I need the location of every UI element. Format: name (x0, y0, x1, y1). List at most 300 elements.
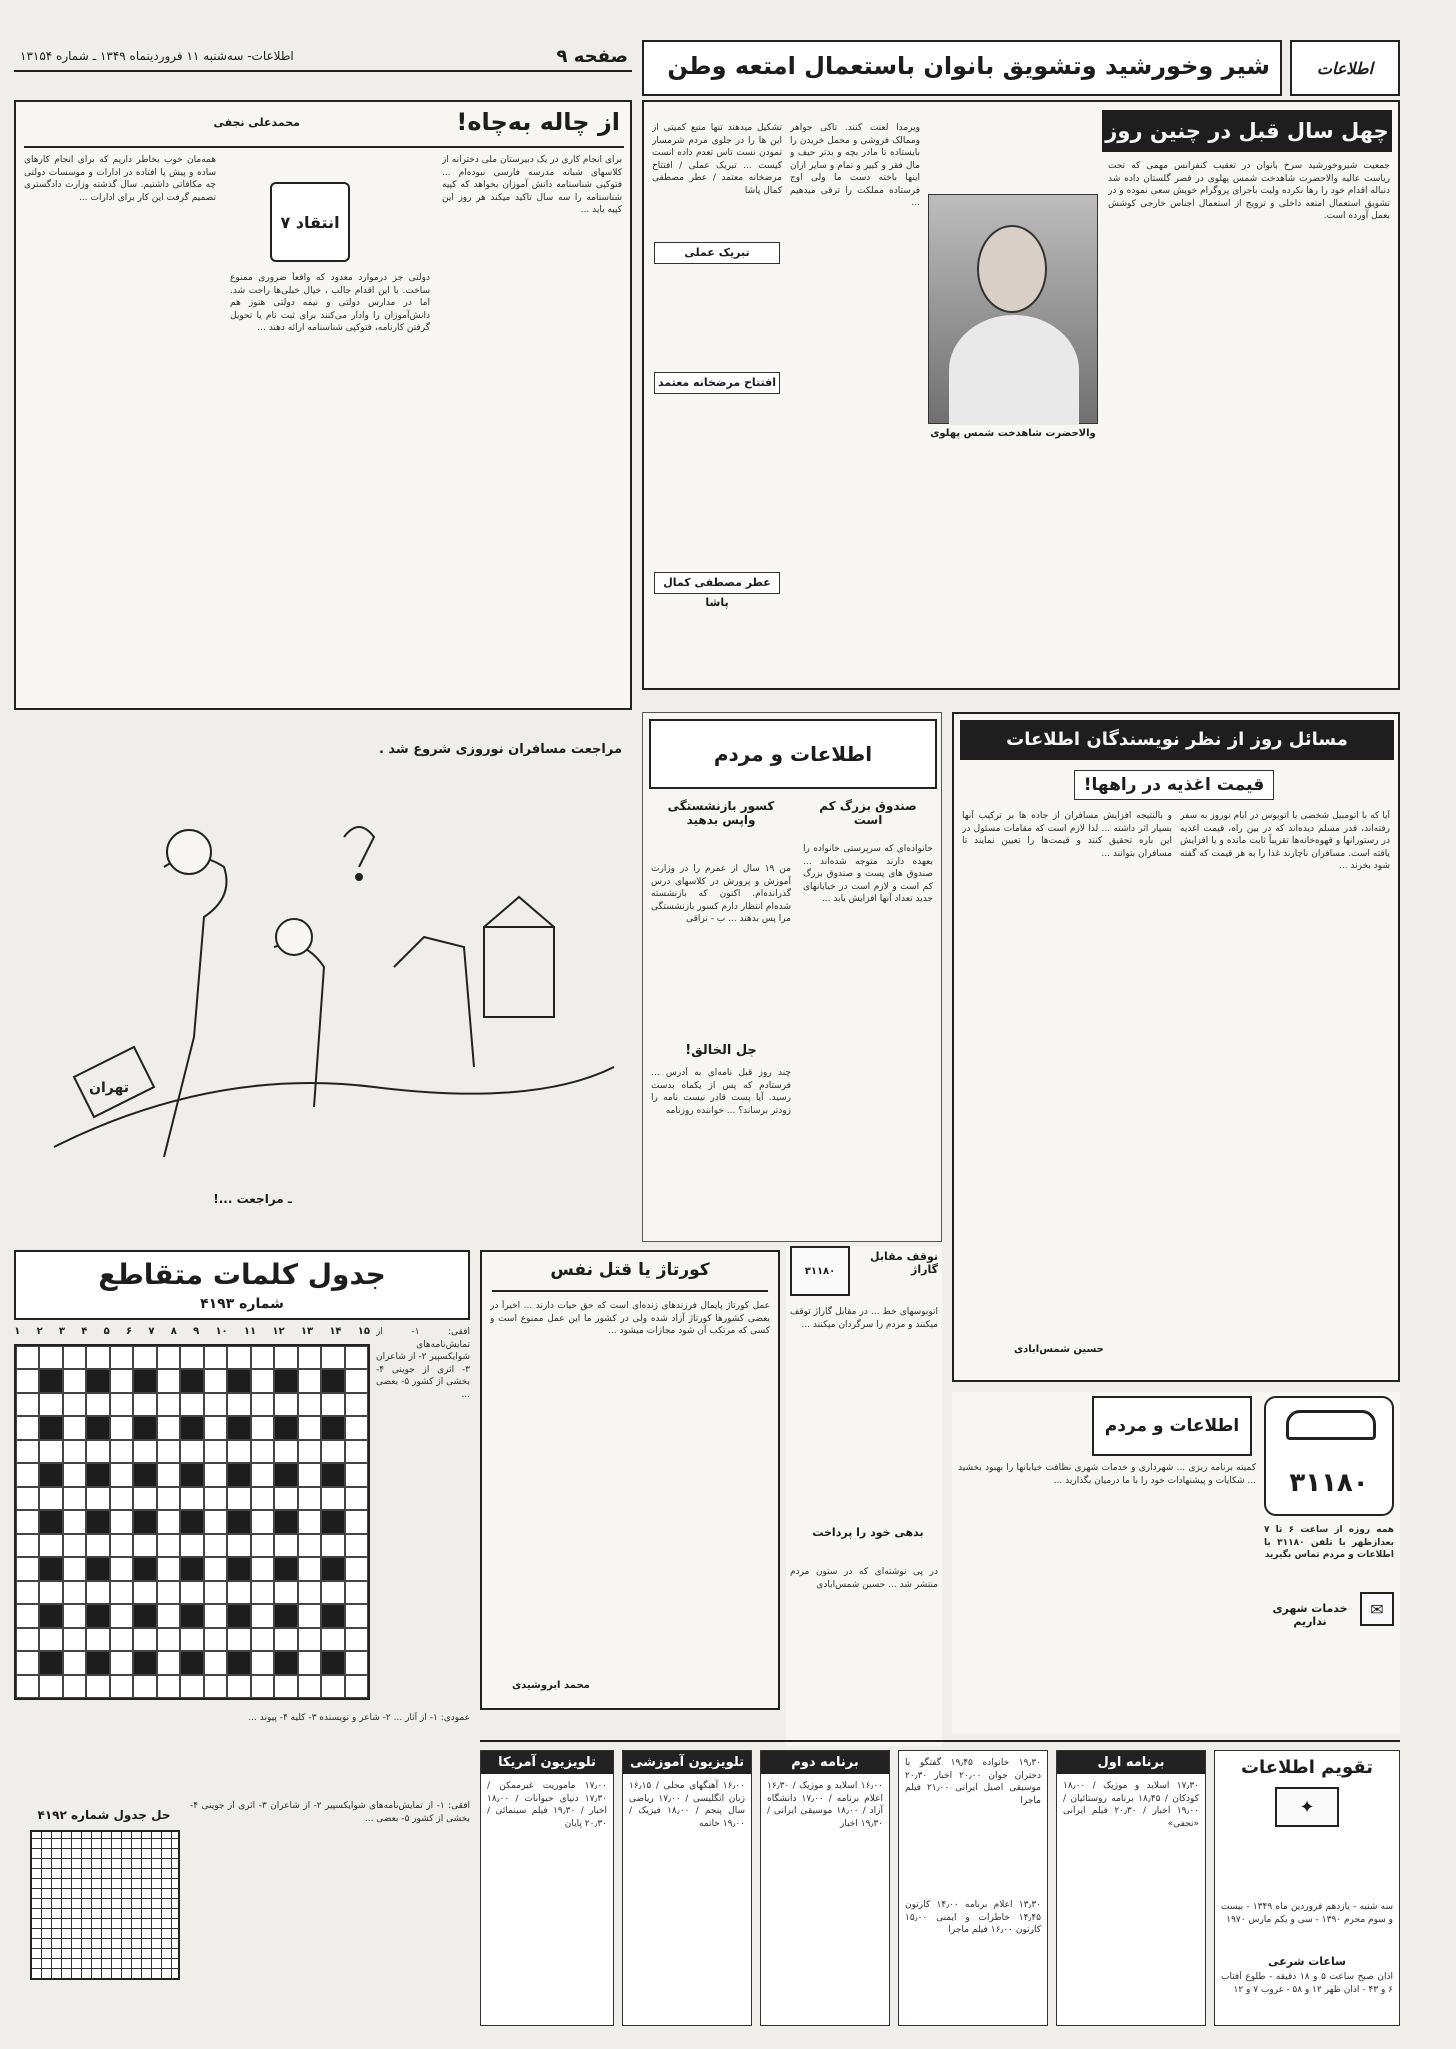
crossword-cell[interactable] (274, 1440, 297, 1463)
crossword-cell[interactable] (86, 1416, 109, 1439)
az-chale-col1: برای انجام کاری در یک دبیرستان ملی دخترانه از کلاسهای شبانه مدرسه فارسی نبوده‌ام ... فتوکپی شناسنامه دانش آموزان بخواهد که کپیه شناسنامه را سه سال تاکید میکند هر روز این کپیه باید ... (442, 155, 622, 215)
crossword-cell[interactable] (16, 1510, 39, 1533)
crossword-cell[interactable] (204, 1369, 227, 1392)
crossword-cell[interactable] (157, 1393, 180, 1416)
crossword-cell[interactable] (321, 1581, 344, 1604)
crossword-cell[interactable] (110, 1487, 133, 1510)
crossword-cell[interactable] (227, 1628, 250, 1651)
crossword-cell[interactable] (16, 1487, 39, 1510)
crossword-cell[interactable] (298, 1628, 321, 1651)
crossword-cell[interactable] (157, 1557, 180, 1580)
crossword-col-number: ۲ (36, 1326, 43, 1337)
crossword-cell[interactable] (345, 1393, 368, 1416)
crossword-cell[interactable] (16, 1346, 39, 1369)
taqvim-date: سه شنبه - یازدهم فروردین ماه ۱۳۴۹ - بیست و سوم محرم ۱۳۹۰ - سی و یکم مارس ۱۹۷۰ (1221, 1902, 1393, 1925)
crossword-cell[interactable] (180, 1463, 203, 1486)
mardom-lower (786, 1246, 942, 1746)
crossword-cell[interactable] (16, 1369, 39, 1392)
crossword-cell[interactable] (274, 1463, 297, 1486)
crossword-col-number: ۱۰ (215, 1326, 228, 1337)
crossword-cell[interactable] (251, 1440, 274, 1463)
crossword-cell[interactable] (16, 1651, 39, 1674)
crossword-cell[interactable] (133, 1557, 156, 1580)
crossword-cell[interactable] (204, 1557, 227, 1580)
crossword-cell[interactable] (110, 1675, 133, 1698)
crossword-cell[interactable] (39, 1440, 62, 1463)
lead-body-mid: ویرمدا لعنت کنند. تاکی جواهر وممالک فروشی و محمل خریدن را بایستاده تا مادر بچه و بدتر حیف و مال فقر و کبیر و تمام و سایر ازان اینها باخته دست ما ولی اوج فرستاده مملکت را ترقی میدهیم ... (790, 123, 920, 208)
crossword-cell[interactable] (63, 1604, 86, 1627)
portrait-face (977, 225, 1047, 313)
entegad-badge: انتقاد ۷ (270, 182, 350, 262)
crossword-cell[interactable] (298, 1393, 321, 1416)
crossword-cell[interactable] (86, 1534, 109, 1557)
crossword-cell[interactable] (274, 1604, 297, 1627)
crossword-cell[interactable] (110, 1510, 133, 1533)
kortaz-rule (492, 1290, 768, 1292)
crossword-cell[interactable] (86, 1346, 109, 1369)
crossword-cell[interactable] (251, 1393, 274, 1416)
crossword-cell[interactable] (63, 1534, 86, 1557)
crossword-cell[interactable] (298, 1581, 321, 1604)
crossword-cell[interactable] (180, 1440, 203, 1463)
s1-body: خانواده‌ای که سرپرستی خانواده را بعهده دارند متوجه شده‌اند ... صندوق های پست و صندوق بزرگ کم است و لازم است در خیابانهای جدید تعداد آنها افزایش یابد ... (803, 844, 933, 904)
crossword-col-number: ۵ (103, 1326, 110, 1337)
program-1-title: برنامه اول (1057, 1751, 1205, 1774)
crossword-cell[interactable] (110, 1534, 133, 1557)
crossword-cell[interactable] (133, 1393, 156, 1416)
crossword-cell[interactable] (227, 1369, 250, 1392)
crossword-cell[interactable] (133, 1651, 156, 1674)
crossword-cell[interactable] (298, 1557, 321, 1580)
crossword-cell[interactable] (133, 1628, 156, 1651)
kortaz-title: کورتاژ یا قتل نفس (550, 1260, 710, 1280)
s2-body: من ۱۹ سال از عمرم را در وزارت آموزش و پرورش در کلاسهای درس گذرانده‌ام. اکنون که بازنشسته شده‌ام انتظار دارم کسور بازنشستگی مرا پس بدهند ... ب - نراقی (651, 864, 791, 924)
crossword-cell[interactable] (63, 1369, 86, 1392)
crossword-cell[interactable] (227, 1487, 250, 1510)
lead-body-left: تشکیل میدهند تنها منبع کمیتی از این ها را در جلوی مردم شرمسار تمودن نست تاس تعدم داده انست کیست ... تبریک عملی / افتتاح مرضخانه معتمد / عطر مصطفی کمال پاشا (652, 123, 782, 196)
crossword-cell[interactable] (63, 1463, 86, 1486)
crossword-cell[interactable] (227, 1416, 250, 1439)
crossword-cell[interactable] (133, 1534, 156, 1557)
mardom2-phone-note: همه روزه از ساعت ۶ تا ۷ بعدازظهر با تلفن ۳۱۱۸۰ با اطلاعات و مردم تماس بگیرید (1264, 1525, 1394, 1560)
crossword-cell[interactable] (204, 1463, 227, 1486)
crossword-cell[interactable] (251, 1416, 274, 1439)
crossword-cell[interactable] (39, 1581, 62, 1604)
s3-title: جل الخالق! (685, 1043, 757, 1058)
crossword-cell[interactable] (274, 1416, 297, 1439)
crossword-cell[interactable] (204, 1346, 227, 1369)
program-2-items: ۱۶٫۰۰ اسلاید و موزیک / ۱۶٫۳۰ اعلام برنامه / ۱۷٫۰۰ دانشگاه آزاد / ۱۸٫۰۰ موسیقی ایرانی / ۱۹٫۳۰ اخبار (767, 1781, 884, 1829)
crossword-cell[interactable] (133, 1510, 156, 1533)
crossword-cell[interactable] (157, 1581, 180, 1604)
crossword-cell[interactable] (39, 1393, 62, 1416)
crossword-cell[interactable] (133, 1346, 156, 1369)
crossword-cell[interactable] (298, 1463, 321, 1486)
crossword-cell[interactable] (321, 1463, 344, 1486)
crossword-cell[interactable] (63, 1628, 86, 1651)
crossword-cell[interactable] (251, 1628, 274, 1651)
az-chale-col2: دولتی جز درموارد معدود که واقعاً ضروری ممنوع ساخت. با این اقدام جالب ، خیال خیلی‌ها راحت شد. اما در مدارس دولتی و نیمه دولتی هنوز هم دانش‌آموزان را وادار می‌کنند برای ثبت نام یا تحویل گرفتن کارنامه، فتوکپی شناسنامه ارائه دهند ... (230, 273, 430, 333)
crossword-cell[interactable] (110, 1369, 133, 1392)
crossword-cell[interactable] (157, 1346, 180, 1369)
crossword-cell[interactable] (86, 1393, 109, 1416)
lead-title-box (642, 40, 1282, 96)
crossword-cell[interactable] (345, 1416, 368, 1439)
crossword-cell[interactable] (251, 1534, 274, 1557)
crossword-col-number: ۸ (170, 1326, 177, 1337)
crossword-cell[interactable] (274, 1487, 297, 1510)
crossword-cell[interactable] (39, 1416, 62, 1439)
s4-title: نوقف مقابل گاراژ (870, 1250, 938, 1276)
crossword-col-number: ۱ (14, 1326, 21, 1337)
crossword-cell[interactable] (86, 1604, 109, 1627)
crossword-clues-h: افقی: ۱- از تمایش‌نامه‌های شوایکسپیر ۲- از شاعران ۳- اثری از جوینی ۴- بخشی از کشور ۵- بعضی ... (376, 1327, 470, 1400)
crossword-cell[interactable] (86, 1369, 109, 1392)
crossword-cell[interactable] (86, 1628, 109, 1651)
crossword-cell[interactable] (63, 1557, 86, 1580)
kortaz-body: عمل کورتاژ پایمال فرزندهای زنده‌ای است که حق حیات دارند ... اخیراً در بعضی کشورها کورتاژ آزاد شده ولی در کشور ما این عمل ممنوع است و کسی که مرتکب آن شود مجازات میشود ... (490, 1301, 770, 1336)
solution-grid (30, 1830, 180, 1980)
masael-section (952, 712, 1400, 1382)
page-number: صفحه ۹ (556, 46, 628, 67)
crossword-cell[interactable] (39, 1510, 62, 1533)
mardom-section (642, 712, 942, 1242)
program-3-title: تلویزیون آموزشی (623, 1751, 751, 1774)
crossword-cell[interactable] (133, 1369, 156, 1392)
crossword-cell[interactable] (180, 1369, 203, 1392)
crossword-cell[interactable] (345, 1675, 368, 1698)
crossword-cell[interactable] (110, 1416, 133, 1439)
forty-years-banner: چهل سال قبل در چنین روز (1102, 110, 1392, 152)
crossword-cell[interactable] (204, 1393, 227, 1416)
mardom2-section (952, 1392, 1400, 1734)
radio-col (898, 1750, 1048, 2026)
crossword-cell[interactable] (86, 1581, 109, 1604)
program-4 (480, 1750, 614, 2026)
kortaz-section (480, 1250, 780, 1710)
crossword-cell[interactable] (86, 1463, 109, 1486)
crossword-cell[interactable] (39, 1346, 62, 1369)
crossword-cell[interactable] (133, 1440, 156, 1463)
crossword-cell[interactable] (110, 1557, 133, 1580)
crossword-cell[interactable] (133, 1675, 156, 1698)
crossword-cell[interactable] (227, 1534, 250, 1557)
crossword-cell[interactable] (39, 1628, 62, 1651)
crossword-cell[interactable] (86, 1557, 109, 1580)
crossword-cell[interactable] (16, 1675, 39, 1698)
crossword-cell[interactable] (345, 1534, 368, 1557)
crossword-cell[interactable] (204, 1628, 227, 1651)
crossword-cell[interactable] (180, 1393, 203, 1416)
crossword-cell[interactable] (227, 1440, 250, 1463)
crossword-cell[interactable] (86, 1510, 109, 1533)
crossword-cell[interactable] (274, 1510, 297, 1533)
khadamat-icon: ✉ (1360, 1592, 1394, 1626)
crossword-cell[interactable] (204, 1581, 227, 1604)
crossword-cell[interactable] (321, 1369, 344, 1392)
radio-col-items: ۱۹٫۳۰ خانواده ۱۹٫۴۵ گفتگو با دختران جوان ۲۰٫۰۰ اخبار ۲۰٫۳۰ موسیقی اصیل ایرانی ۲۱٫۰۰ فیلم ماجرا (905, 1758, 1041, 1806)
crossword-cell[interactable] (298, 1675, 321, 1698)
crossword-cell[interactable] (274, 1369, 297, 1392)
crossword-cell[interactable] (251, 1581, 274, 1604)
crossword-cell[interactable] (298, 1510, 321, 1533)
crossword-cell[interactable] (345, 1581, 368, 1604)
crossword-cell[interactable] (321, 1440, 344, 1463)
site-logo: اطلاعات (1290, 40, 1400, 96)
crossword-cell[interactable] (321, 1534, 344, 1557)
crossword-col-numbers (14, 1326, 370, 1342)
crossword-cell[interactable] (157, 1651, 180, 1674)
crossword-cell[interactable] (39, 1557, 62, 1580)
crossword-cell[interactable] (298, 1346, 321, 1369)
crossword-cell[interactable] (227, 1675, 250, 1698)
crossword-cell[interactable] (345, 1651, 368, 1674)
crossword-cell[interactable] (86, 1651, 109, 1674)
crossword-cell[interactable] (110, 1440, 133, 1463)
s5-body: در پی نوشته‌ای که در ستون مردم منتشر شد ... حسین شمس‌ابادی (790, 1567, 938, 1590)
crossword-cell[interactable] (204, 1675, 227, 1698)
crossword-cell[interactable] (63, 1440, 86, 1463)
crossword-cell[interactable] (16, 1581, 39, 1604)
crossword-cell[interactable] (110, 1581, 133, 1604)
crossword-cell[interactable] (16, 1463, 39, 1486)
crossword-cell[interactable] (298, 1534, 321, 1557)
crossword-cell[interactable] (157, 1510, 180, 1533)
crossword-cell[interactable] (204, 1416, 227, 1439)
masael-body-left: و بالنتیجه افزایش مسافران از جاده ها بر ترکیب آنها بسیار اثر داشته ... لذا لازم است که مقامات مسئول در این باره تحقیق کنند و قیمت‌ها را تعیین نمایند تا مسافران بتوانند ... (962, 811, 1172, 859)
crossword-cell[interactable] (63, 1675, 86, 1698)
masael-signature: حسین شمس‌ابادی (1014, 1344, 1104, 1355)
crossword-cell[interactable] (274, 1581, 297, 1604)
crossword-cell[interactable] (16, 1628, 39, 1651)
crossword-cell[interactable] (274, 1675, 297, 1698)
crossword-cell[interactable] (16, 1557, 39, 1580)
crossword-cell[interactable] (251, 1651, 274, 1674)
program-2 (760, 1750, 890, 2026)
crossword-col-number: ۱۳ (300, 1326, 314, 1337)
crossword-cell[interactable] (251, 1510, 274, 1533)
masael-banner: مسائل روز از نظر نویسندگان اطلاعات (960, 720, 1394, 760)
phone-illustration: ۳۱۱۸۰ (1264, 1396, 1394, 1516)
crossword-cell[interactable] (204, 1534, 227, 1557)
crossword-cell[interactable] (180, 1346, 203, 1369)
crossword-cell[interactable] (345, 1510, 368, 1533)
crossword-cell[interactable] (86, 1675, 109, 1698)
crossword-cell[interactable] (227, 1651, 250, 1674)
crossword-cell[interactable] (133, 1463, 156, 1486)
crossword-cell[interactable] (39, 1604, 62, 1627)
crossword-col-number: ۹ (193, 1326, 200, 1337)
crossword-cell[interactable] (321, 1675, 344, 1698)
crossword-cell[interactable] (251, 1346, 274, 1369)
crossword-cell[interactable] (274, 1651, 297, 1674)
s1-title: صندوق بزرگ کم است (819, 799, 917, 827)
crossword-cell[interactable] (63, 1393, 86, 1416)
az-chale-section (14, 100, 632, 710)
crossword-cell[interactable] (204, 1487, 227, 1510)
cartoon-drawing (14, 767, 632, 1187)
crossword-cell[interactable] (345, 1346, 368, 1369)
crossword-cell[interactable] (345, 1557, 368, 1580)
mardom-banner: اطلاعات و مردم (649, 719, 937, 789)
crossword-cell[interactable] (345, 1628, 368, 1651)
crossword-cell[interactable] (180, 1675, 203, 1698)
crossword-cell[interactable] (16, 1440, 39, 1463)
crossword-cell[interactable] (110, 1463, 133, 1486)
crossword-cell[interactable] (345, 1487, 368, 1510)
s3-body: چند روز قبل نامه‌ای به آدرس ... فرستادم که پس از یکماه بدست رسید. آیا پست قادر نیست نامه را زودتر برساند؟ ... خواننده روزنامه (651, 1068, 791, 1116)
crossword-cell[interactable] (321, 1510, 344, 1533)
crossword-col-number: ۱۵ (357, 1326, 370, 1337)
crossword-cell[interactable] (180, 1604, 203, 1627)
crossword-cell[interactable] (16, 1416, 39, 1439)
program-3 (622, 1750, 752, 2026)
crossword-cell[interactable] (321, 1557, 344, 1580)
az-chale-title: از چاله به‌چاه! (456, 108, 620, 136)
crossword-cell[interactable] (227, 1346, 250, 1369)
crossword-cell[interactable] (345, 1604, 368, 1627)
az-chale-col3: همه‌مان خوب بخاطر داریم که برای انجام کارهای ساده و پیش پا افتاده در ادارات و موسسات دولتی چه مکافاتی داشتیم. سال گذشته وزارت دادگستری تصمیم گرفت این کار برای ادارات ... (24, 155, 216, 203)
crossword-cell[interactable] (157, 1604, 180, 1627)
crossword-cell[interactable] (180, 1651, 203, 1674)
phone-handset-icon (1286, 1410, 1376, 1440)
crossword-cell[interactable] (251, 1604, 274, 1627)
crossword-cell[interactable] (251, 1675, 274, 1698)
issue-line: اطلاعات- سه‌شنبه ۱۱ فروردینماه ۱۳۴۹ ـ شماره ۱۳۱۵۴ (20, 49, 294, 63)
crossword-cell[interactable] (345, 1369, 368, 1392)
crossword-cell[interactable] (321, 1651, 344, 1674)
crossword-cell[interactable] (274, 1346, 297, 1369)
crossword-cell[interactable] (39, 1534, 62, 1557)
cartoon-bottom-caption: ـ مراجعت ...! (213, 1192, 292, 1206)
crossword-cell[interactable] (39, 1675, 62, 1698)
crossword-cell[interactable] (180, 1416, 203, 1439)
crossword-cell[interactable] (63, 1416, 86, 1439)
crossword-cell[interactable] (180, 1487, 203, 1510)
crossword-cell[interactable] (251, 1487, 274, 1510)
crossword-cell[interactable] (298, 1369, 321, 1392)
crossword-cell[interactable] (39, 1463, 62, 1486)
crossword-cell[interactable] (16, 1604, 39, 1627)
crossword-cell[interactable] (204, 1651, 227, 1674)
s4-body: اتوبوسهای خط ... در مقابل گاراژ توقف میکنند و مردم را سرگردان میکنند ... (790, 1307, 938, 1330)
taqvim-title: تقویم اطلاعات (1240, 1757, 1374, 1778)
crossword-cell[interactable] (63, 1510, 86, 1533)
crossword-cell[interactable] (180, 1510, 203, 1533)
crossword-cell[interactable] (133, 1416, 156, 1439)
crossword-cell[interactable] (180, 1534, 203, 1557)
crossword-cell[interactable] (274, 1534, 297, 1557)
crossword-cell[interactable] (157, 1628, 180, 1651)
crossword-cell[interactable] (180, 1557, 203, 1580)
crossword-cell[interactable] (251, 1369, 274, 1392)
crossword-cell[interactable] (16, 1393, 39, 1416)
az-chale-author: محمدعلی نجفی (213, 116, 300, 129)
crossword-cell[interactable] (63, 1581, 86, 1604)
crossword-cell[interactable] (63, 1651, 86, 1674)
crossword-cell[interactable] (86, 1487, 109, 1510)
crossword-cell[interactable] (227, 1581, 250, 1604)
crossword-cell[interactable] (345, 1440, 368, 1463)
crossword-cell[interactable] (110, 1628, 133, 1651)
crossword-cell[interactable] (133, 1581, 156, 1604)
crossword-cell[interactable] (39, 1651, 62, 1674)
crossword-cell[interactable] (204, 1440, 227, 1463)
taqvim-hours: اذان صبح ساعت ۵ و ۱۸ دقیقه - طلوع آفتاب ۶ و ۴۳ - اذان ظهر ۱۲ و ۵۸ - غروب ۷ و ۱۲ (1221, 1972, 1393, 1995)
crossword-cell[interactable] (321, 1628, 344, 1651)
crossword-cell[interactable] (110, 1393, 133, 1416)
crossword-cell[interactable] (157, 1416, 180, 1439)
crossword-cell[interactable] (298, 1604, 321, 1627)
crossword-cell[interactable] (204, 1510, 227, 1533)
crossword-title: جدول کلمات متقاطع (98, 1258, 386, 1291)
crossword-cell[interactable] (298, 1440, 321, 1463)
crossword-cell[interactable] (204, 1604, 227, 1627)
crossword-cell[interactable] (274, 1393, 297, 1416)
crossword-col-number: ۱۴ (329, 1326, 342, 1337)
crossword-cell[interactable] (298, 1651, 321, 1674)
crossword-cell[interactable] (157, 1675, 180, 1698)
crossword-cell[interactable] (39, 1369, 62, 1392)
crossword-cell[interactable] (39, 1487, 62, 1510)
crossword-cell[interactable] (274, 1557, 297, 1580)
crossword-cell[interactable] (321, 1416, 344, 1439)
crossword-cell[interactable] (274, 1628, 297, 1651)
crossword-solution-body: افقی: ۱- از تمایش‌نامه‌های شوایکسپیر ۲- از شاعران ۳- اثری از جوینی ۴- بخشی از کشور ۵- بعضی ... (190, 1801, 470, 1824)
crossword-cell[interactable] (86, 1440, 109, 1463)
tabrik-heading: تبریک عملی (654, 242, 780, 264)
crossword-grid (14, 1344, 370, 1700)
crossword-cell[interactable] (157, 1463, 180, 1486)
crossword-cell[interactable] (321, 1487, 344, 1510)
crossword-cell[interactable] (251, 1463, 274, 1486)
crossword-cell[interactable] (321, 1346, 344, 1369)
crossword-header (14, 1250, 470, 1320)
crossword-cell[interactable] (110, 1651, 133, 1674)
crossword-cell[interactable] (227, 1393, 250, 1416)
crossword-cell[interactable] (133, 1487, 156, 1510)
crossword-cell[interactable] (227, 1557, 250, 1580)
crossword-cell[interactable] (227, 1510, 250, 1533)
crossword-cell[interactable] (157, 1534, 180, 1557)
crossword-cell[interactable] (16, 1534, 39, 1557)
cartoon-section (14, 722, 632, 1234)
crossword-cell[interactable] (133, 1604, 156, 1627)
crossword-cell[interactable] (63, 1487, 86, 1510)
phone-icon: ۳۱۱۸۰ (790, 1246, 850, 1296)
crossword-cell[interactable] (345, 1463, 368, 1486)
kortaz-author: محمد ابروشیدی (512, 1680, 590, 1691)
crossword-cell[interactable] (110, 1604, 133, 1627)
crossword-cell[interactable] (157, 1369, 180, 1392)
crossword-cell[interactable] (157, 1440, 180, 1463)
crossword-cell[interactable] (180, 1628, 203, 1651)
crossword-cell[interactable] (321, 1604, 344, 1627)
eftetah-heading: افتتاح مرضخانه معتمد (654, 372, 780, 394)
crossword-cell[interactable] (227, 1463, 250, 1486)
crossword-cell[interactable] (298, 1416, 321, 1439)
crossword-cell[interactable] (298, 1487, 321, 1510)
crossword-cell[interactable] (180, 1581, 203, 1604)
crossword-cell[interactable] (321, 1393, 344, 1416)
crossword-cell[interactable] (110, 1346, 133, 1369)
crossword-col-number: ۱۲ (272, 1326, 285, 1337)
portrait-photo (928, 194, 1098, 424)
crossword-cell[interactable] (227, 1604, 250, 1627)
crossword-cell[interactable] (63, 1346, 86, 1369)
crossword-cell[interactable] (157, 1487, 180, 1510)
crossword-cell[interactable] (251, 1557, 274, 1580)
